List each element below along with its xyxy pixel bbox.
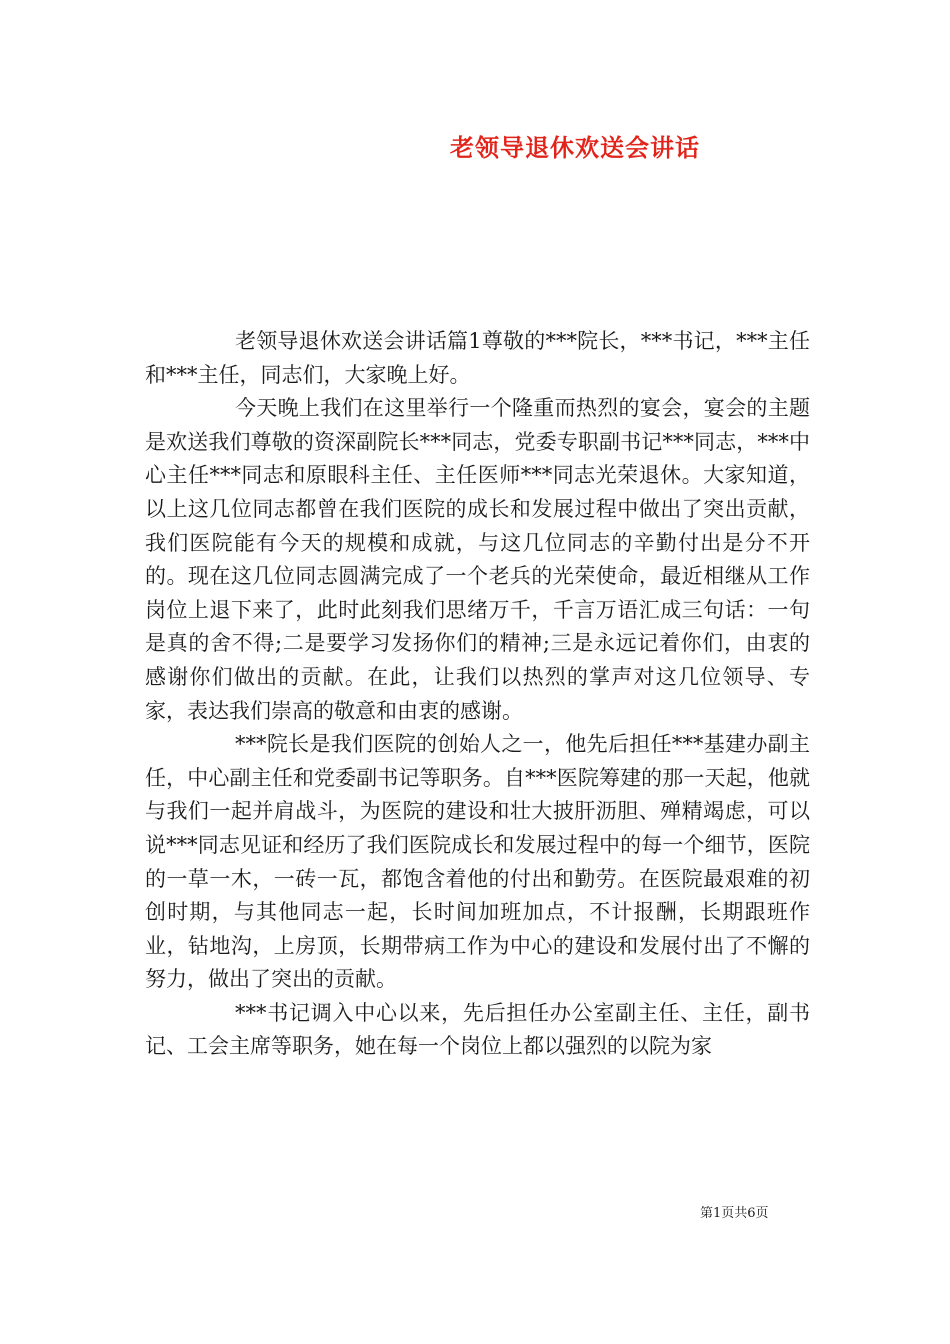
- paragraph-secretary: ***书记调入中心以来，先后担任办公室副主任、主任，副书记、工会主席等职务，她在每一个岗位上都以强烈的以院为家: [145, 1000, 810, 1059]
- paragraph-president: ***院长是我们医院的创始人之一，他先后担任***基建办副主任，中心副主任和党委副书记等职务。自***医院筹建的那一天起，他就与我们一起并肩战斗，为医院的建设和壮大披肝沥胆、殚精竭虑，可以说***同志见证和经历了我们医院成长和发展过程中的每一个细节，医院的一草一木，一砖一瓦，都饱含着他的付出和勤劳。在医院最艰难的初创时期，与其他同志一起，长时间加班加点，不计报酬，长期跟班作业，钻地沟，上房顶，长期带病工作为中心的建设和发展付出了不懈的努力，做出了突出的贡献。: [145, 732, 810, 992]
- document-title: 老领导退休欢送会讲话: [450, 133, 700, 162]
- paragraph-greeting: 老领导退休欢送会讲话篇1尊敬的***院长，***书记，***主任和***主任，同志们，大家晚上好。: [145, 329, 810, 387]
- paragraph-introduction: 今天晚上我们在这里举行一个隆重而热烈的宴会，宴会的主题是欢送我们尊敬的资深副院长***同志，党委专职副书记***同志，***中心主任***同志和原眼科主任、主任医师***同志光荣退休。大家知道，以上这几位同志都曾在我们医院的成长和发展过程中做出了突出贡献，我们医院能有今天的规模和成就，与这几位同志的辛勤付出是分不开的。现在这几位同志圆满完成了一个老兵的光荣使命，最近相继从工作岗位上退下来了，此时此刻我们思绪万千，千言万语汇成三句话：一句是真的舍不得;二是要学习发扬你们的精神;三是永远记着你们，由衷的感谢你们做出的贡献。在此，让我们以热烈的掌声对这几位领导、专家，表达我们崇高的敬意和由衷的感谢。: [145, 396, 810, 723]
- page-number-footer: 第1页共6页: [700, 1206, 769, 1221]
- document-body: [145, 325, 810, 1064]
